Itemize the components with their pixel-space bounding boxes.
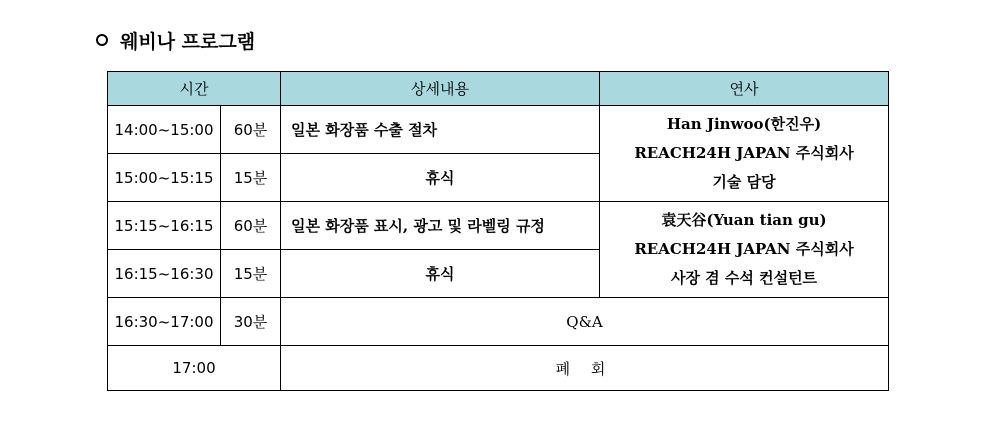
speaker-cell-2	[600, 202, 889, 298]
header-content: 상세내용	[281, 72, 600, 106]
closing-cell: 폐 회	[281, 346, 889, 391]
content-cell: 일본 화장품 수출 절차	[281, 106, 600, 154]
content-cell: 휴식	[281, 154, 600, 202]
time-cell: 17:00	[108, 346, 281, 391]
duration-cell: 30분	[221, 298, 281, 346]
header-speaker: 연사	[600, 72, 889, 106]
time-cell: 16:15~16:30	[108, 250, 221, 298]
speaker-company: REACH24H JAPAN 주식회사	[634, 240, 854, 258]
section-heading	[96, 26, 255, 54]
duration-cell: 15분	[221, 154, 281, 202]
time-cell: 16:30~17:00	[108, 298, 221, 346]
time-cell: 15:00~15:15	[108, 154, 221, 202]
section-title: 웨비나 프로그램	[120, 30, 256, 53]
content-cell: 휴식	[281, 250, 600, 298]
duration-cell: 60분	[221, 106, 281, 154]
speaker-role: 사장 겸 수석 컨설턴트	[670, 269, 818, 287]
speaker-name: 袁天谷(Yuan tian gu)	[661, 211, 827, 229]
table-row	[108, 202, 889, 250]
circle-bullet-icon	[96, 34, 108, 46]
program-table	[107, 71, 889, 391]
table-row	[108, 106, 889, 154]
time-cell: 14:00~15:00	[108, 106, 221, 154]
time-cell: 15:15~16:15	[108, 202, 221, 250]
duration-cell: 60분	[221, 202, 281, 250]
header-time: 시간	[108, 72, 281, 106]
speaker-company: REACH24H JAPAN 주식회사	[634, 144, 854, 162]
table-row	[108, 346, 889, 391]
duration-cell: 15분	[221, 250, 281, 298]
speaker-name: Han Jinwoo(한진우)	[666, 115, 822, 133]
table-row	[108, 298, 889, 346]
qa-cell: Q&A	[281, 298, 889, 346]
speaker-role: 기술 담당	[712, 173, 776, 191]
content-cell: 일본 화장품 표시, 광고 및 라벨링 규정	[281, 202, 600, 250]
header-row	[108, 72, 889, 106]
speaker-cell-1	[600, 106, 889, 202]
